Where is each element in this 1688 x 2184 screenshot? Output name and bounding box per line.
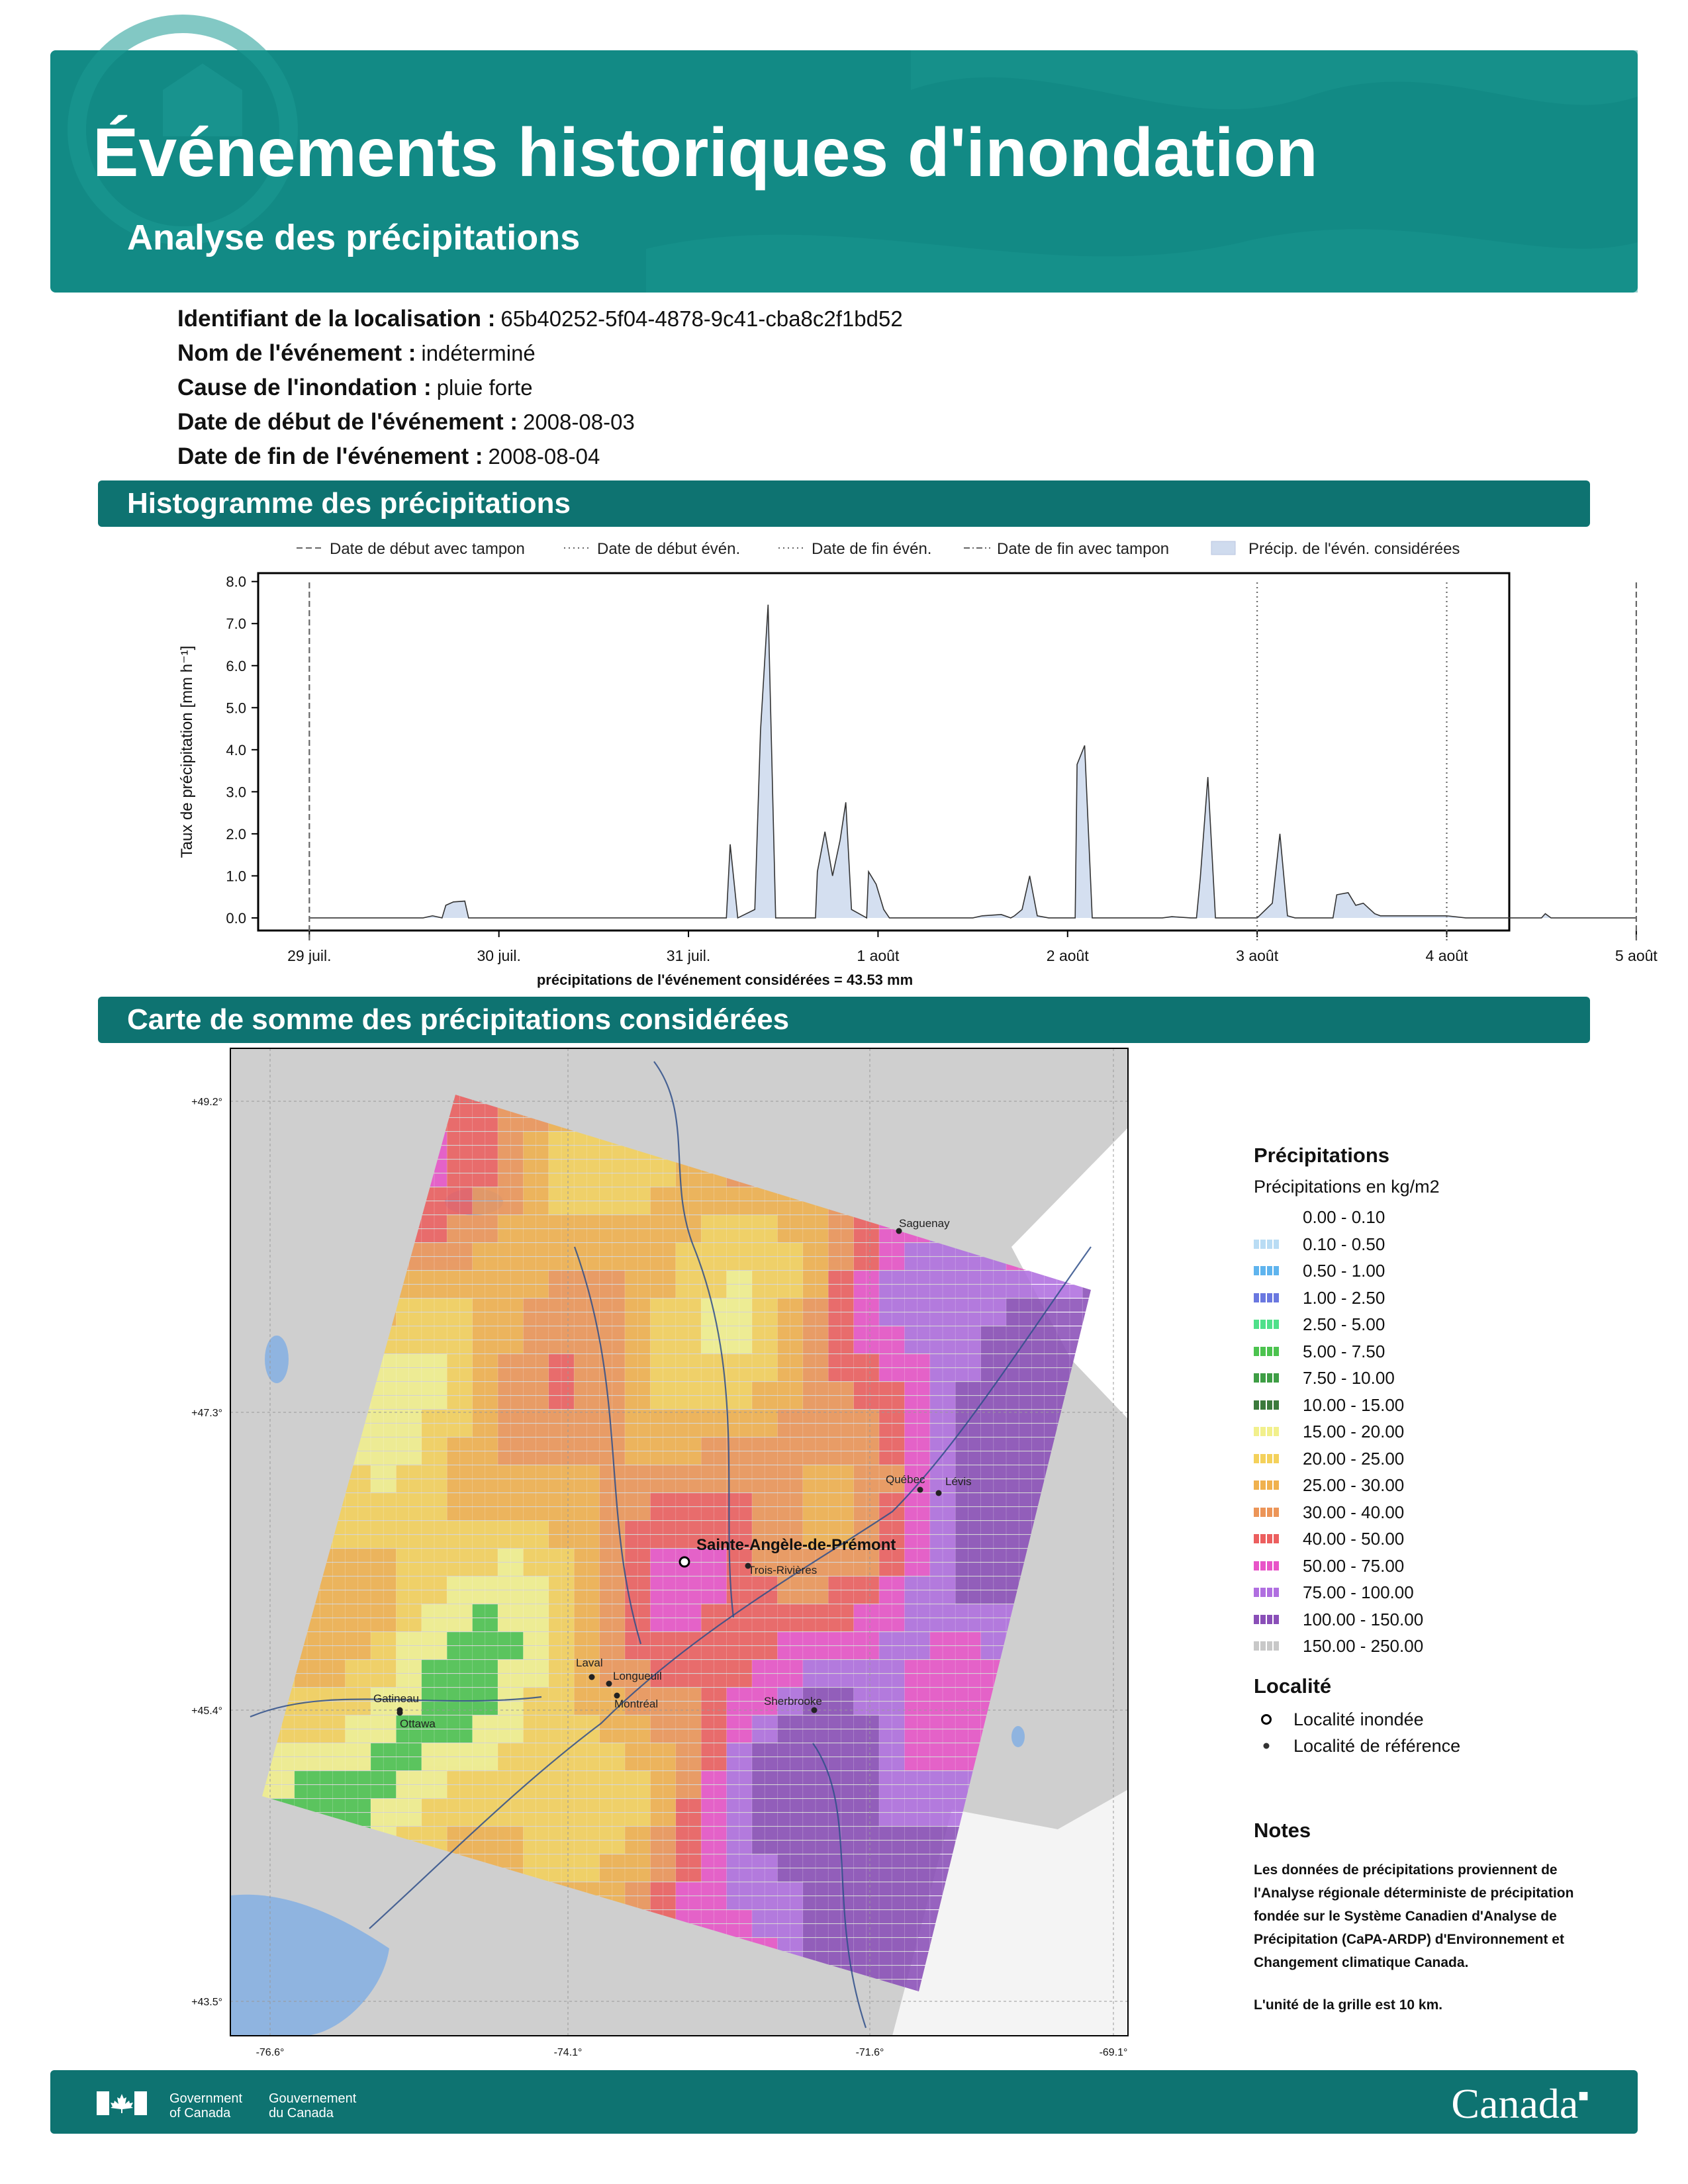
- wordmark-flag-icon: ■: [1578, 2086, 1589, 2105]
- reference-locality-marker: [936, 1490, 942, 1496]
- reference-locality-label: Longueuil: [613, 1670, 662, 1682]
- precip-line: [309, 605, 1636, 918]
- legend-swatch: [1254, 1320, 1280, 1329]
- section-title-map: Carte de somme des précipitations considérées: [98, 997, 1590, 1043]
- event-info: [177, 302, 903, 474]
- reference-locality-label: Trois-Rivières: [748, 1564, 818, 1576]
- x-tick-label: 3 août: [1236, 947, 1279, 964]
- legend-item: [1254, 1285, 1598, 1312]
- legend-entry-label: Date de début évén.: [597, 540, 741, 558]
- reference-locality-label: Sherbrooke: [764, 1695, 822, 1707]
- locality-legend-flooded: Localité inondée: [1254, 1706, 1598, 1733]
- legend-label: 25.00 - 30.00: [1303, 1475, 1405, 1495]
- footer: [50, 2070, 1638, 2134]
- legend-label: 30.00 - 40.00: [1303, 1502, 1405, 1522]
- x-tick-label: 31 juil.: [666, 947, 711, 964]
- reference-locality-label: Gatineau: [373, 1692, 419, 1705]
- legend-swatch: [1254, 1266, 1280, 1275]
- legend-swatch: [1254, 1212, 1280, 1222]
- x-tick-label: 30 juil.: [477, 947, 521, 964]
- reference-locality-marker: [397, 1710, 403, 1716]
- x-tick-label: 29 juil.: [287, 947, 332, 964]
- lake: [1011, 1726, 1025, 1747]
- legend-swatch: [1254, 1641, 1280, 1651]
- legend-swatch: [1254, 1534, 1280, 1543]
- x-tick-label: 2 août: [1046, 947, 1089, 964]
- legend-item: [1254, 1231, 1598, 1258]
- legend-swatch: [1254, 1480, 1280, 1490]
- reference-locality-label: Laval: [576, 1657, 603, 1669]
- y-tick-label: 2.0: [226, 825, 246, 842]
- notes: [1254, 1819, 1598, 2013]
- legend-label: 1.00 - 2.50: [1303, 1287, 1385, 1308]
- legend-title: Précipitations: [1254, 1144, 1389, 1167]
- canada-wordmark: Canada■: [1451, 2080, 1589, 2127]
- y-axis-label: Taux de précipitation [mm h⁻¹]: [178, 645, 196, 858]
- legend-label: 2.50 - 5.00: [1303, 1314, 1385, 1334]
- legend-item: [1254, 1633, 1598, 1660]
- longitude-tick-label: -74.1°: [553, 2047, 583, 2058]
- legend-label: 75.00 - 100.00: [1303, 1582, 1414, 1602]
- dot-icon: [1259, 1739, 1274, 1753]
- precipitation-map: [191, 1048, 1139, 2074]
- legend-swatch-precip: [1211, 541, 1235, 555]
- legend-label: 0.10 - 0.50: [1303, 1234, 1385, 1254]
- government-of-canada-fr: Gouvernement du Canada: [269, 2091, 357, 2120]
- notes-title: Notes: [1254, 1819, 1311, 1842]
- legend-subtitle: Précipitations en kg/m2: [1254, 1177, 1440, 1197]
- reference-locality-marker: [917, 1487, 923, 1493]
- reference-locality-marker: [606, 1681, 612, 1687]
- legend-swatch: [1254, 1293, 1280, 1302]
- legend-items: [1254, 1204, 1598, 1660]
- legend-swatch: [1254, 1427, 1280, 1436]
- lake: [265, 1336, 289, 1383]
- reference-locality-label: Ottawa: [400, 1717, 436, 1730]
- chart-legend: [297, 540, 1460, 558]
- legend-swatch: [1254, 1240, 1280, 1249]
- legend-label: 150.00 - 250.00: [1303, 1636, 1424, 1656]
- legend-entry-label: Date de début avec tampon: [330, 540, 525, 558]
- reference-locality-label: Saguenay: [899, 1217, 950, 1230]
- legend-swatch: [1254, 1561, 1280, 1570]
- legend-item: [1254, 1579, 1598, 1606]
- longitude-tick-label: -76.6°: [256, 2047, 285, 2058]
- legend-item: [1254, 1257, 1598, 1285]
- reference-locality-marker: [589, 1674, 595, 1680]
- legend-label: 0.00 - 0.10: [1303, 1207, 1385, 1227]
- legend-item: [1254, 1338, 1598, 1365]
- header-banner: [50, 50, 1638, 293]
- x-tick-label: 4 août: [1425, 947, 1468, 964]
- legend-item: [1254, 1472, 1598, 1499]
- legend-item: [1254, 1553, 1598, 1580]
- legend-label: 40.00 - 50.00: [1303, 1529, 1405, 1549]
- legend-item: [1254, 1499, 1598, 1526]
- legend-label: 0.50 - 1.00: [1303, 1261, 1385, 1281]
- notes-grid-unit: L'unité de la grille est 10 km.: [1254, 1997, 1443, 2013]
- reference-locality-label: Montréal: [614, 1698, 659, 1710]
- info-row-event-name: Nom de l'événement : indéterminé: [177, 340, 536, 366]
- y-tick-label: 8.0: [226, 573, 246, 590]
- legend-label: 100.00 - 150.00: [1303, 1609, 1424, 1629]
- page-subtitle: Analyse des précipitations: [127, 218, 581, 257]
- legend-item: [1254, 1606, 1598, 1633]
- legend-item: [1254, 1445, 1598, 1473]
- x-axis-summary-label: précipitations de l'événement considérées = 43.53 mm: [536, 972, 914, 988]
- info-row-flood-cause: Cause de l'inondation : pluie forte: [177, 375, 533, 400]
- legend-swatch: [1254, 1373, 1280, 1383]
- y-tick-label: 1.0: [226, 868, 246, 885]
- legend-item: [1254, 1204, 1598, 1231]
- canada-flag-icon: [97, 2091, 147, 2115]
- legend-item: [1254, 1311, 1598, 1338]
- notes-body: Les données de précipitations proviennent de l'Analyse régionale déterministe de précipitation fondée sur le Système Canadien d'Analyse de Précipitation (CaPA-ARDP) d'Environnement et Changement climatique Canada.: [1254, 1862, 1574, 1970]
- y-tick-label: 4.0: [226, 741, 246, 758]
- flooded-locality-label: Sainte-Angèle-de-Prémont: [696, 1536, 896, 1554]
- legend-entry-label: Date de fin avec tampon: [997, 540, 1170, 558]
- plot-frame: [258, 573, 1509, 931]
- legend-label: 15.00 - 20.00: [1303, 1422, 1405, 1441]
- government-of-canada-en: Government of Canada: [169, 2091, 243, 2120]
- precipitation-histogram: [172, 529, 1658, 993]
- reference-locality-label: Québec: [886, 1473, 925, 1486]
- legend-label: 10.00 - 15.00: [1303, 1394, 1405, 1415]
- legend-label: 7.50 - 10.00: [1303, 1368, 1395, 1388]
- x-tick-label: 5 août: [1615, 947, 1658, 964]
- y-tick-label: 3.0: [226, 784, 246, 801]
- legend-swatch: [1254, 1347, 1280, 1356]
- info-row-end-date: Date de fin de l'événement : 2008-08-04: [177, 443, 600, 469]
- legend-swatch: [1254, 1454, 1280, 1463]
- precip-area: [309, 605, 1636, 918]
- legend-label: 20.00 - 25.00: [1303, 1448, 1405, 1469]
- legend-swatch: [1254, 1615, 1280, 1624]
- info-row-start-date: Date de début de l'événement : 2008-08-03: [177, 409, 635, 435]
- legend-swatch: [1254, 1508, 1280, 1517]
- legend-label: 5.00 - 7.50: [1303, 1341, 1385, 1361]
- latitude-tick-label: +47.3°: [191, 1408, 222, 1419]
- y-tick-label: 7.0: [226, 615, 246, 633]
- legend-swatch: [1254, 1588, 1280, 1597]
- legend-item: [1254, 1392, 1598, 1419]
- y-tick-label: 5.0: [226, 700, 246, 717]
- x-tick-label: 1 août: [857, 947, 900, 964]
- legend-label: 50.00 - 75.00: [1303, 1555, 1405, 1576]
- section-title-histogram: Histogramme des précipitations: [98, 480, 1590, 527]
- legend-entry-label: Précip. de l'évén. considérées: [1248, 540, 1460, 558]
- y-tick-label: 0.0: [226, 909, 246, 927]
- latitude-tick-label: +43.5°: [191, 1997, 222, 2008]
- legend-entry-label: Date de fin évén.: [812, 540, 932, 558]
- legend-item: [1254, 1418, 1598, 1445]
- longitude-tick-label: -71.6°: [855, 2047, 884, 2058]
- locality-legend-reference: Localité de référence: [1254, 1733, 1598, 1759]
- flooded-locality-marker: [680, 1557, 689, 1567]
- legend-item: [1254, 1525, 1598, 1553]
- map-legend: [1254, 1144, 1598, 1759]
- latitude-tick-label: +45.4°: [191, 1706, 222, 1717]
- y-tick-label: 6.0: [226, 657, 246, 674]
- page-title: Événements historiques d'inondation: [93, 114, 1318, 191]
- info-row-location-id: Identifiant de la localisation : 65b40252-5f04-4878-9c41-cba8c2f1bd52: [177, 306, 903, 332]
- locality-legend-title: Localité: [1254, 1674, 1332, 1698]
- longitude-tick-label: -69.1°: [1099, 2047, 1128, 2058]
- reference-locality-label: Lévis: [945, 1475, 972, 1488]
- legend-item: [1254, 1365, 1598, 1392]
- latitude-tick-label: +49.2°: [191, 1097, 222, 1108]
- reference-locality-marker: [812, 1707, 818, 1713]
- hollow-circle-icon: [1259, 1712, 1274, 1727]
- legend-swatch: [1254, 1400, 1280, 1410]
